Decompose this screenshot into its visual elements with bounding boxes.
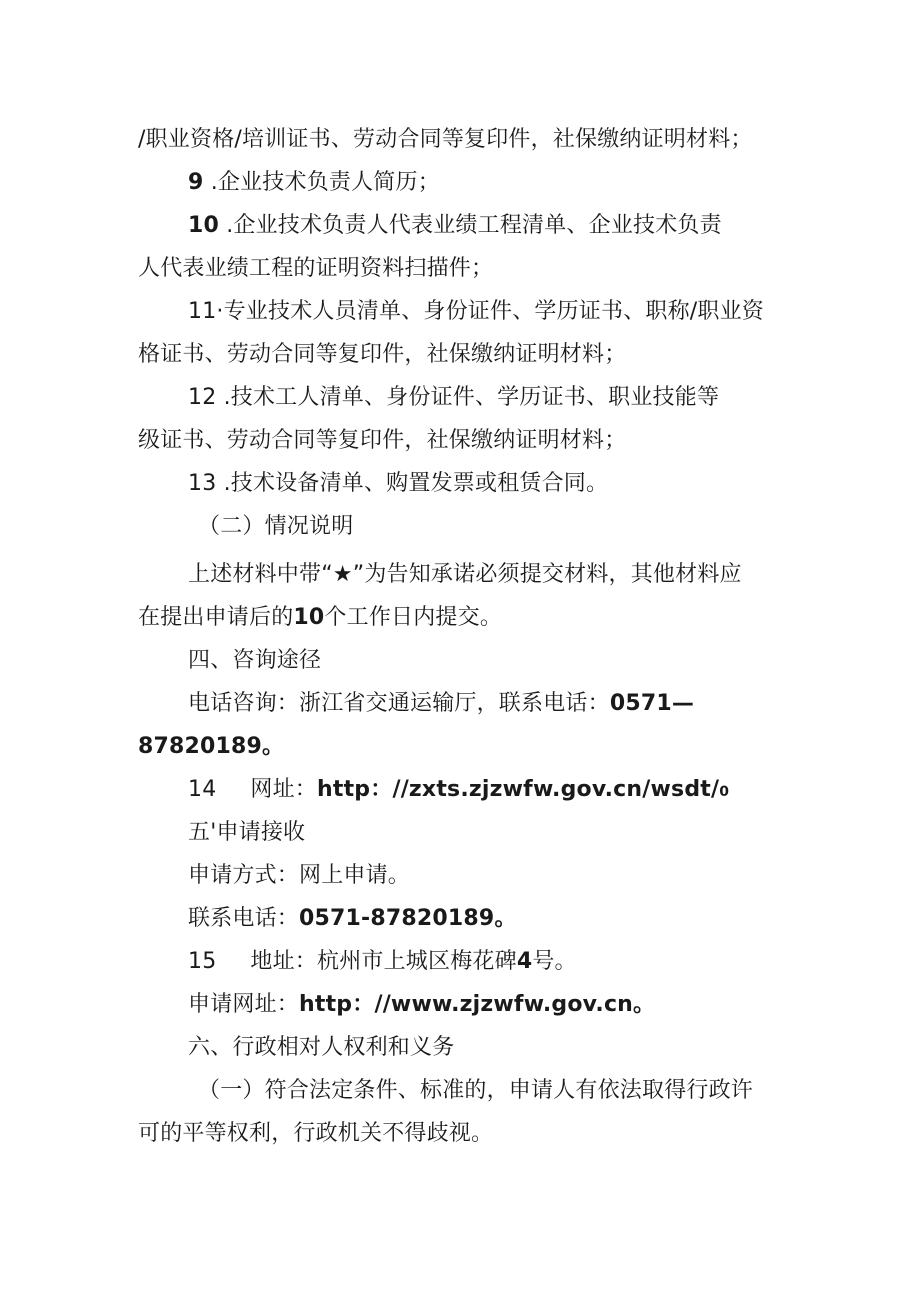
list-item-12: 12 .技术工人清单、身份证件、学历证书、职业技能等: [188, 385, 720, 410]
text-line-1: /职业资格/培训证书、劳动合同等复印件，社保缴纳证明材料；: [138, 127, 753, 152]
text-segment: 联系电话：: [188, 906, 300, 931]
text-line-11: 上述材料中带“★”为告知承诺必须提交材料，其他材料应: [188, 562, 742, 587]
text-segment-bold: 10: [293, 605, 325, 630]
text-line-6: 格证书、劳动合同等复印件，社保缴纳证明材料；: [138, 342, 627, 367]
item-text: .企业技术负责人简历；: [210, 170, 440, 195]
apply-website-line: [188, 990, 655, 1020]
text-line-23: （一）符合法定条件、标准的，申请人有依法取得行政许: [198, 1078, 754, 1103]
item-number: 15: [188, 949, 217, 974]
phone-number-part: 0571—: [609, 691, 695, 716]
text-segment: 地址：杭州市上城区梅花碑: [250, 949, 517, 974]
item-number: 10: [188, 213, 220, 238]
list-item-9: [188, 168, 440, 198]
text-segment: 网址：: [250, 777, 318, 802]
text-segment-bold: 4: [516, 949, 533, 974]
section-heading-rights: 六、行政相对人权利和义务: [188, 1035, 455, 1060]
contact-phone-line: [188, 904, 517, 934]
text-segment: 申请网址：: [188, 992, 300, 1017]
text-segment: 个工作日内提交。: [324, 605, 503, 630]
text-segment: 在提出申请后的: [138, 605, 294, 630]
item-number: 14: [188, 777, 217, 802]
text-segment: 电话咨询：浙江省交通运输厅，联系电话：: [188, 691, 610, 716]
phone-consult-line: [188, 689, 694, 719]
phone-number-continued: 87820189。: [138, 734, 285, 759]
website-link[interactable]: http：//zxts.zjzwfw.gov.cn/wsdt/: [317, 777, 720, 802]
text-line-12: [138, 603, 502, 633]
text-line-8: 级证书、劳动合同等复印件，社保缴纳证明材料；: [138, 428, 627, 453]
item-number: 9: [188, 170, 204, 195]
list-item-11: 11·专业技术人员清单、身份证件、学历证书、职称/职业资: [188, 299, 765, 324]
apply-method-line: 申请方式：网上申请。: [188, 863, 411, 888]
text-segment: 号。: [532, 949, 577, 974]
address-line: [188, 947, 577, 977]
section-heading-consult: 四、咨询途径: [188, 648, 322, 673]
text-line-4: 人代表业绩工程的证明资料扫描件；: [138, 256, 494, 281]
apply-website-link[interactable]: http：//www.zjzwfw.gov.cn。: [299, 992, 656, 1017]
text-line-24: 可的平等权利，行政机关不得歧视。: [138, 1121, 494, 1146]
phone-number: 0571-87820189。: [299, 906, 517, 931]
section-heading-receive: 五'申请接收: [188, 820, 306, 845]
list-item-13: 13 .技术设备清单、购置发票或租赁合同。: [188, 471, 609, 496]
list-item-10: [188, 211, 722, 241]
section-heading-situation: （二）情况说明: [198, 514, 354, 539]
text-segment-small: 0: [719, 784, 730, 800]
item-text: .企业技术负责人代表业绩工程清单、企业技术负责: [226, 213, 722, 238]
website-line: [188, 775, 729, 807]
